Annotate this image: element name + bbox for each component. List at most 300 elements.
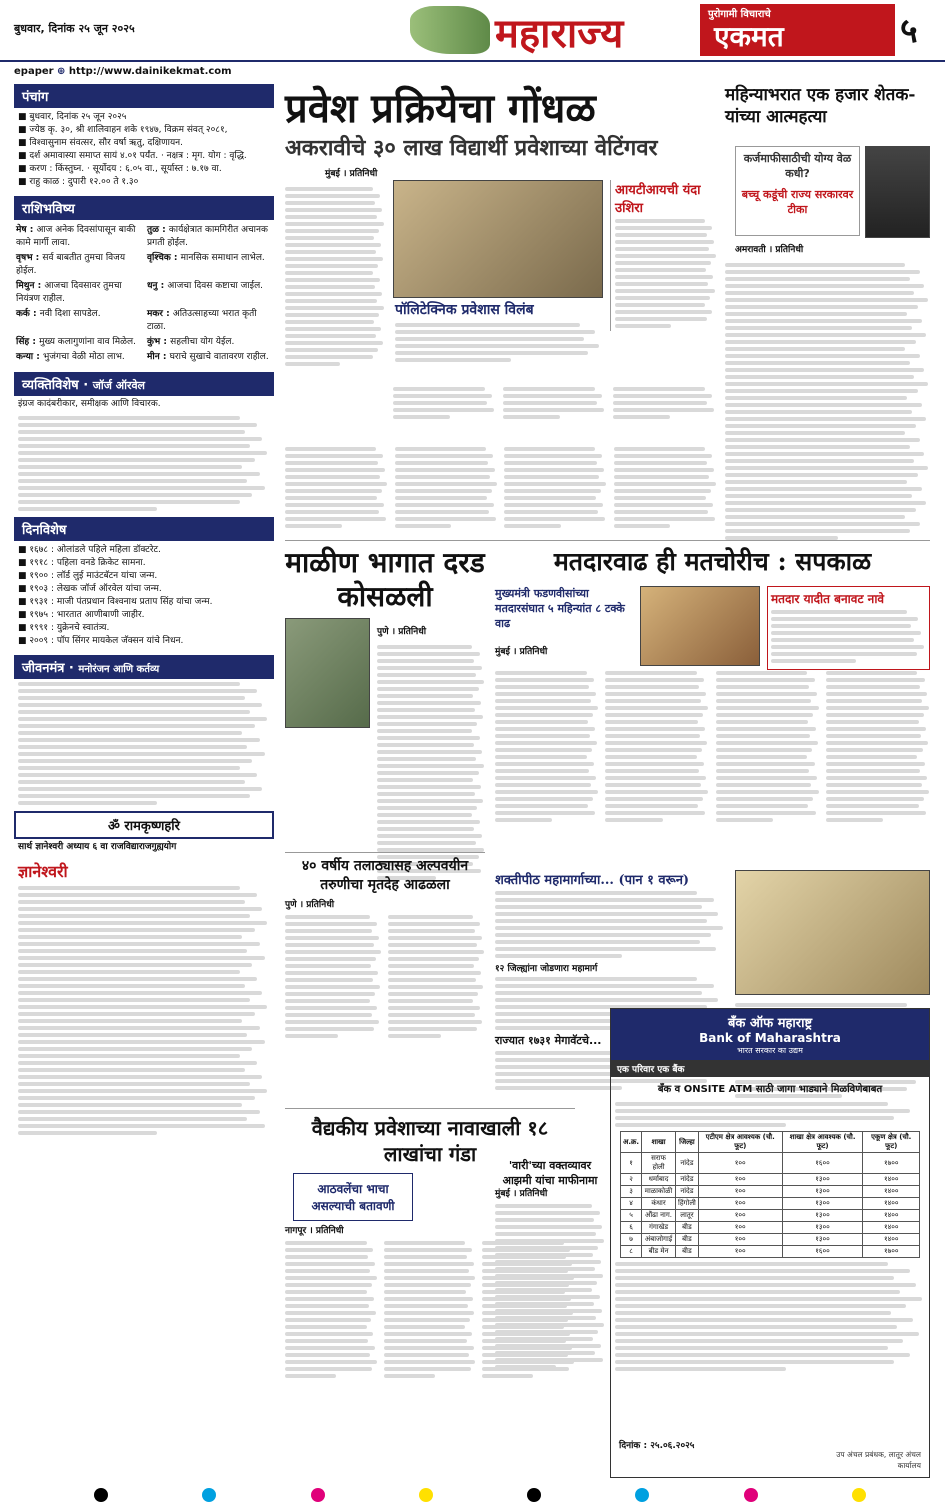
table-cell: धर्माबाद — [642, 1174, 676, 1186]
website-link[interactable]: http://www.dainikekmat.com — [68, 66, 232, 77]
text-line — [285, 489, 382, 493]
text-line — [377, 806, 477, 810]
text-line — [377, 652, 480, 656]
talao-headline: ४० वर्षीय तलाठ्यासह अल्पवयीन तरुणीचा मृतदेह आढळला — [301, 858, 469, 893]
text-line — [716, 678, 815, 682]
text-line — [725, 529, 910, 533]
text-line — [605, 755, 697, 759]
text-line — [615, 1290, 900, 1294]
text-line — [377, 764, 484, 768]
text-line — [725, 291, 914, 295]
dinvishesh-item: ■ १९३१ : माजी पंतप्रधान विश्वनाथ प्रताप सिंह यांचा जन्म. — [18, 597, 213, 607]
suicide-dateline: अमरावती । प्रतिनिधी — [735, 245, 804, 255]
text-line — [495, 671, 587, 675]
text-line — [384, 1269, 469, 1273]
text-line — [495, 713, 593, 717]
text-line — [725, 333, 926, 337]
text-line — [605, 818, 662, 822]
reg-mark-icon — [94, 1488, 108, 1502]
matdar-text — [495, 668, 930, 825]
rashi-sign: कर्क : — [16, 309, 40, 319]
text-line — [826, 741, 928, 745]
table-row — [621, 1246, 920, 1258]
iti-box — [610, 180, 717, 331]
text-line — [826, 713, 924, 717]
dinvishesh-item: ■ १९९१ : युक्रेनचे स्वातंत्र्य. — [18, 623, 110, 633]
text-line — [18, 423, 257, 427]
text-line — [395, 489, 492, 493]
text-line — [605, 699, 701, 703]
text-line — [725, 340, 916, 344]
text-line — [495, 734, 590, 738]
panchang-line: ■ विश्वासुनाम संवत्सर, सौर वर्षा ऋतु, दक्षिणायन. — [18, 138, 184, 148]
text-line — [377, 722, 477, 726]
text-line — [826, 706, 929, 710]
mid-col — [285, 444, 389, 531]
text-line — [826, 797, 924, 801]
table-cell: १३०० — [782, 1186, 863, 1198]
text-line — [388, 957, 479, 961]
text-line — [18, 437, 262, 441]
text-line — [503, 394, 602, 398]
text-line — [377, 701, 481, 705]
text-line — [725, 277, 910, 281]
rashi-item — [16, 336, 141, 349]
text-line — [495, 1344, 601, 1348]
text-line — [495, 954, 622, 958]
text-line — [495, 699, 591, 703]
rashi-sign: मिथुन : — [16, 281, 45, 291]
table-cell: १३०० — [782, 1174, 863, 1186]
text-line — [393, 401, 487, 405]
text-line — [285, 1034, 338, 1038]
text-line — [388, 1006, 480, 1010]
text-line — [18, 486, 265, 490]
text-line — [384, 1374, 435, 1378]
text-line — [384, 1262, 474, 1266]
text-line — [495, 818, 552, 822]
jeevanmantra-header: जीवनमंत्र · मनोरंजन आणि कर्तव्य — [14, 655, 274, 679]
divider — [285, 540, 930, 541]
table-header: शाखा क्षेत्र आवश्यक (चौ. फूट) — [782, 1132, 863, 1153]
text-line — [18, 1117, 247, 1121]
header — [0, 0, 945, 62]
bank-sub: भारत सरकार का उद्यम — [737, 1046, 803, 1055]
text-line — [285, 943, 374, 947]
text-line — [384, 1248, 472, 1252]
text-line — [771, 652, 917, 656]
text-line — [615, 1304, 906, 1308]
text-line — [285, 1255, 368, 1259]
text-line — [377, 757, 476, 761]
mid-text-band — [285, 444, 717, 531]
text-line — [725, 466, 928, 470]
text-line — [285, 985, 380, 989]
lead-dateline: मुंबई । प्रतिनिधी — [325, 169, 378, 179]
text-line — [826, 692, 927, 696]
text-line — [615, 1318, 913, 1322]
text-line — [716, 811, 816, 815]
text-line — [615, 268, 706, 272]
text-line — [725, 417, 926, 421]
text-line — [826, 720, 919, 724]
text-line — [395, 517, 496, 521]
text-line — [285, 517, 386, 521]
table-cell: ४ — [621, 1198, 642, 1210]
panchang-line: ■ दर्श अमावास्या समाप्त सायं ४.०१ पर्यंत. · नक्षत्र : मृग. योग : वृद्धि. — [18, 151, 247, 161]
text-line — [285, 1276, 377, 1280]
text-line — [725, 361, 910, 365]
talao-col — [388, 912, 485, 1041]
text-line — [495, 755, 587, 759]
lead-photo — [393, 180, 603, 298]
suicide-headline: महिन्याभरात एक हजार शेतक-यांच्या आत्महत्या — [725, 85, 916, 127]
text-line — [615, 1269, 910, 1273]
text-line — [285, 524, 342, 528]
matdar-side-box: मुख्यमंत्री फडणवीसांच्या मतदारसंघात ५ महिन्यांत ८ टक्के वाढ — [495, 587, 625, 630]
text-line — [285, 1262, 375, 1266]
text-line — [826, 762, 925, 766]
matdar-box — [767, 586, 930, 670]
text-line — [615, 226, 712, 230]
text-line — [377, 743, 474, 747]
text-line — [384, 1339, 467, 1343]
text-line — [285, 187, 373, 191]
ad-table — [620, 1131, 920, 1258]
text-line — [495, 991, 702, 995]
text-line — [495, 706, 598, 710]
text-line — [285, 355, 373, 359]
text-line — [285, 194, 380, 198]
text-line — [18, 703, 262, 707]
text-line — [384, 1318, 470, 1322]
text-line — [285, 461, 378, 465]
text-line — [495, 919, 707, 923]
matdar-col — [716, 668, 820, 825]
text-line — [18, 893, 257, 897]
bank-slogan: एक परिवार एक बैंक — [611, 1060, 929, 1077]
text-line — [384, 1353, 469, 1357]
text-line — [615, 1325, 897, 1329]
lead-bottom-col — [393, 384, 497, 422]
text-line — [495, 1253, 593, 1257]
text-line — [18, 479, 247, 483]
text-line — [384, 1360, 476, 1364]
text-line — [285, 1332, 373, 1336]
text-line — [495, 905, 702, 909]
text-line — [615, 324, 671, 328]
text-line — [716, 797, 814, 801]
dinvishesh-header — [14, 517, 274, 541]
text-line — [285, 950, 381, 954]
text-line — [395, 503, 494, 507]
text-line — [605, 720, 698, 724]
table-cell: १०० — [698, 1186, 782, 1198]
text-line — [495, 1026, 622, 1030]
text-line — [725, 459, 914, 463]
text-line — [395, 330, 595, 334]
text-line — [285, 1248, 373, 1252]
text-line — [18, 935, 242, 939]
text-line — [495, 926, 723, 930]
lead-bottom-col — [503, 384, 607, 422]
text-line — [495, 1281, 597, 1285]
text-line — [285, 1374, 336, 1378]
vaidyakiya-col — [285, 1238, 378, 1381]
text-line — [504, 524, 561, 528]
azmi-dateline: मुंबई । प्रतिनिधी — [495, 1189, 548, 1199]
text-line — [395, 351, 588, 355]
table-cell: १६०० — [782, 1153, 863, 1174]
bank-ad — [610, 1008, 930, 1478]
dinvishesh-title: दिनविशेष — [22, 523, 67, 538]
text-line — [605, 797, 703, 801]
text-line — [285, 341, 383, 345]
text-line — [716, 755, 808, 759]
reg-mark-icon — [852, 1488, 866, 1502]
table-cell: माळाकोळी — [642, 1186, 676, 1198]
text-line — [605, 804, 698, 808]
table-cell: बीड — [676, 1222, 699, 1234]
reg-mark-icon — [311, 1488, 325, 1502]
rashi-sign: कुंभ : — [147, 337, 171, 347]
text-line — [495, 741, 597, 745]
text-line — [285, 250, 376, 254]
table-cell: १४०० — [863, 1174, 920, 1186]
table-cell: १३०० — [782, 1222, 863, 1234]
text-line — [18, 928, 255, 932]
text-line — [285, 334, 376, 338]
text-line — [285, 1304, 369, 1308]
bank-name-en: Bank of Maharashtra — [699, 1031, 841, 1045]
text-line — [18, 773, 257, 777]
text-line — [18, 907, 262, 911]
dinvishesh-item: ■ १९०३ : लेखक जॉर्ज ऑरवेल यांचा जन्म. — [18, 584, 162, 594]
text-line — [285, 992, 375, 996]
text-line — [285, 1367, 372, 1371]
iti-text — [615, 219, 717, 328]
text-line — [18, 1068, 245, 1072]
text-line — [725, 473, 918, 477]
text-line — [826, 727, 926, 731]
panchang-line: ■ राहु काळ : दुपारी १२.०० ते १.३० — [18, 177, 139, 187]
text-line — [388, 936, 482, 940]
panchang-line: ■ करण : किंस्तुघ्न. · सूर्योदय : ६.०५ वा., सूर्यास्त : ७.१७ वा. — [18, 164, 222, 174]
text-line — [285, 936, 379, 940]
text-line — [285, 1297, 374, 1301]
text-line — [285, 264, 378, 268]
text-line — [18, 1103, 242, 1107]
text-line — [285, 1027, 374, 1031]
text-line — [495, 912, 718, 916]
rashi-sign: वृषभ : — [16, 253, 43, 263]
text-line — [285, 348, 378, 352]
text-line — [615, 240, 714, 244]
text-line — [826, 755, 918, 759]
text-line — [615, 1346, 888, 1350]
text-line — [384, 1332, 472, 1336]
text-line — [615, 1116, 894, 1120]
text-line — [384, 1304, 468, 1308]
text-line — [495, 1288, 592, 1292]
text-line — [393, 415, 450, 419]
rashi-text: अतिउत्साहच्या भरात कृती टाळा. — [147, 309, 257, 332]
table-row — [621, 1234, 920, 1246]
panchang-line: ■ ज्येष्ठ कृ. ३०, श्री शालिवाहन शके १९४७, विक्रम संवत् २०८१, — [18, 125, 228, 135]
text-line — [725, 284, 924, 288]
text-line — [725, 431, 905, 435]
text-line — [18, 430, 245, 434]
table-cell: १४०० — [863, 1198, 920, 1210]
text-line — [285, 929, 372, 933]
matdar-col — [495, 668, 599, 825]
vyakti-text — [14, 416, 274, 511]
text-line — [18, 458, 255, 462]
text-line — [504, 489, 601, 493]
text-line — [18, 900, 245, 904]
text-line — [285, 922, 377, 926]
text-line — [495, 891, 697, 895]
text-line — [716, 804, 809, 808]
rashi-sign: कन्या : — [16, 352, 43, 362]
text-line — [504, 510, 598, 514]
table-header: शाखा — [642, 1132, 676, 1153]
text-line — [285, 468, 385, 472]
text-line — [18, 759, 252, 763]
text-line — [615, 1311, 891, 1315]
text-line — [725, 508, 916, 512]
table-cell: १ — [621, 1153, 642, 1174]
text-line — [18, 1075, 262, 1079]
text-line — [725, 515, 905, 519]
text-line — [495, 1295, 600, 1299]
reg-mark-icon — [419, 1488, 433, 1502]
rashi-text: नवी दिशा सापडेल. — [39, 309, 101, 319]
text-line — [285, 1283, 372, 1287]
text-line — [725, 368, 924, 372]
rashi-item — [147, 252, 272, 278]
text-line — [735, 1003, 907, 1007]
globe-icon: ⊕ — [57, 66, 66, 77]
matdar-dateline: मुंबई । प्रतिनिधी — [495, 647, 548, 657]
text-line — [384, 1297, 473, 1301]
text-line — [388, 1034, 441, 1038]
text-line — [605, 741, 707, 745]
text-line — [384, 1276, 476, 1280]
text-line — [495, 720, 588, 724]
text-line — [285, 243, 381, 247]
text-line — [18, 472, 260, 476]
text-line — [388, 950, 484, 954]
text-line — [605, 783, 701, 787]
text-line — [388, 943, 477, 947]
suicide-callout-bottom: बच्चू कडूंची राज्य सरकारवर टीका — [741, 188, 854, 216]
text-line — [18, 444, 250, 448]
text-line — [495, 685, 589, 689]
text-line — [285, 222, 384, 226]
shaktipeeth-text — [495, 891, 725, 958]
text-line — [388, 915, 473, 919]
text-line — [18, 1124, 265, 1128]
table-cell: हिंगोली — [676, 1198, 699, 1210]
table-header: एकूण क्षेत्र (चौ. फूट) — [863, 1132, 920, 1153]
text-line — [285, 475, 380, 479]
text-line — [771, 624, 911, 628]
text-line — [377, 841, 476, 845]
lead-headline: प्रवेश प्रक्रियेचा गोंधळ — [285, 85, 596, 132]
text-line — [615, 219, 705, 223]
text-line — [725, 452, 924, 456]
text-line — [725, 410, 912, 414]
text-line — [613, 415, 670, 419]
ad-intro — [611, 1102, 929, 1127]
text-line — [504, 482, 606, 486]
text-line — [395, 358, 511, 362]
text-line — [615, 1123, 786, 1127]
jeevanmantra-title: जीवनमंत्र — [22, 661, 65, 676]
text-line — [716, 699, 812, 703]
text-line — [377, 750, 482, 754]
header-date: बुधवार, दिनांक २५ जून २०२५ — [14, 22, 135, 35]
text-line — [615, 282, 708, 286]
text-line — [614, 489, 711, 493]
iti-headline: आयटीआयची यंदा उशिरा — [615, 183, 701, 216]
text-line — [495, 748, 592, 752]
table-header: एटीएम क्षेत्र आवश्यक (चौ. फूट) — [698, 1132, 782, 1153]
text-line — [614, 510, 708, 514]
text-line — [615, 1360, 894, 1364]
text-line — [495, 998, 718, 1002]
text-line — [377, 659, 474, 663]
text-line — [285, 201, 375, 205]
text-line — [495, 1302, 594, 1306]
text-line — [503, 401, 597, 405]
text-line — [388, 992, 478, 996]
table-cell: १३०० — [782, 1210, 863, 1222]
table-row — [621, 1198, 920, 1210]
malin-dateline: पुणे । प्रतिनिधी — [377, 627, 427, 637]
text-line — [377, 778, 473, 782]
vaidyakiya-dateline: नागपूर । प्रतिनिधी — [285, 1226, 344, 1236]
text-line — [495, 1337, 593, 1341]
ramkrishna-sub: सार्थ ज्ञानेश्वरी अध्याय ६ वा राजविद्याराजगुह्ययोग — [18, 842, 177, 852]
suicide-text-lines — [725, 263, 930, 540]
text-line — [716, 776, 817, 780]
table-cell: ६ — [621, 1222, 642, 1234]
text-line — [495, 1218, 594, 1222]
text-line — [725, 403, 922, 407]
ramkrishna-text — [14, 886, 274, 1135]
text-line — [18, 886, 240, 890]
text-line — [285, 1318, 371, 1322]
dinvishesh-item: ■ २००९ : पॉप सिंगर मायकेल जॅक्सन यांचे निधन. — [18, 636, 184, 646]
text-line — [605, 692, 706, 696]
mid-col — [395, 444, 499, 531]
text-line — [495, 1358, 603, 1362]
suicide-story — [725, 84, 930, 539]
text-line — [18, 745, 247, 749]
lead-bottom-col — [613, 384, 717, 422]
suicide-callout-top: कर्जमाफीसाठीची योग्य वेळ कधी? — [743, 152, 852, 180]
table-cell: १४०० — [863, 1210, 920, 1222]
text-line — [18, 801, 157, 805]
text-line — [285, 1353, 370, 1357]
text-line — [615, 1283, 916, 1287]
text-line — [18, 1131, 157, 1135]
text-line — [615, 1332, 919, 1336]
text-line — [395, 344, 599, 348]
text-line — [504, 475, 599, 479]
